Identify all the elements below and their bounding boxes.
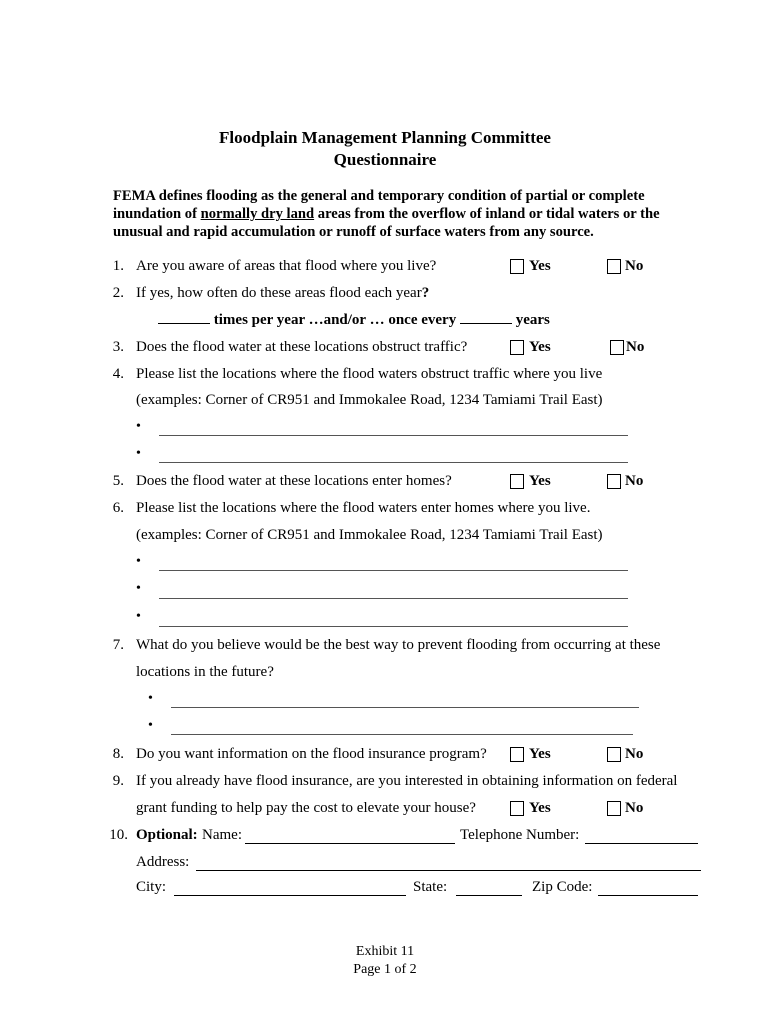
q6-answer-line-1[interactable] [159,570,628,571]
city-label: City: [136,879,167,895]
q6-bullet-3: • [136,609,141,624]
q1-no-checkbox[interactable] [607,259,621,274]
q5-number: 5. [112,473,124,489]
q8-text: Do you want information on the flood insurance program? [136,746,487,762]
q7-text: What do you believe would be the best way to prevent flooding from occurring at these [136,637,661,653]
q1-number: 1. [112,258,124,274]
q3-text: Does the flood water at these locations obstruct traffic? [136,339,468,355]
q4-example: (examples: Corner of CR951 and Immokalee Road, 1234 Tamiami Trail East) [136,392,603,408]
q3-yes-checkbox[interactable] [510,340,524,355]
q1-yes-label: Yes [529,258,551,274]
q5-yes-checkbox[interactable] [510,474,524,489]
q9-no-checkbox[interactable] [607,801,621,816]
q3-yes-label: Yes [529,339,551,355]
q1-yes-checkbox[interactable] [510,259,524,274]
q2-number: 2. [112,285,124,301]
q7-text-line2: locations in the future? [136,664,274,680]
q9-yes-checkbox[interactable] [510,801,524,816]
page-number: Page 1 of 2 [353,962,417,977]
q8-no-checkbox[interactable] [607,747,621,762]
q8-no-label: No [625,746,644,762]
q2-frequency-line: times per year …and/or … once every years [158,312,550,329]
q6-text: Please list the locations where the flood waters enter homes where you live. [136,500,591,516]
q7-bullet-1: • [148,691,153,706]
q4-number: 4. [112,366,124,382]
exhibit-label: Exhibit 11 [355,944,415,959]
q6-bullet-1: • [136,554,141,569]
q9-yes-label: Yes [529,800,551,816]
q5-yes-label: Yes [529,473,551,489]
q3-no-checkbox[interactable] [610,340,624,355]
q8-yes-checkbox[interactable] [510,747,524,762]
q6-answer-line-3[interactable] [159,626,628,627]
q8-yes-label: Yes [529,746,551,762]
underlined-phrase: normally dry land [200,206,315,222]
q4-answer-line-2[interactable] [159,462,628,463]
address-label: Address: [136,854,190,870]
q6-example: (examples: Corner of CR951 and Immokalee Road, 1234 Tamiami Trail East) [136,527,603,543]
page-subtitle: Questionnaire [333,150,437,169]
q8-number: 8. [112,746,124,762]
zip-field[interactable] [598,895,698,896]
state-label: State: [413,879,448,895]
q4-answer-line-1[interactable] [159,435,628,436]
zip-label: Zip Code: [532,879,593,895]
q1-no-label: No [625,258,644,274]
q10-optional-label: Optional: [136,827,198,843]
once-every-field[interactable] [460,323,512,324]
page-title: Floodplain Management Planning Committee [219,128,551,147]
q6-bullet-2: • [136,581,141,596]
q9-text: If you already have flood insurance, are you interested in obtaining information on federal [136,773,678,789]
q5-no-checkbox[interactable] [607,474,621,489]
q10-number: 10. [109,827,128,843]
state-field[interactable] [456,895,522,896]
q2-text: If yes, how often do these areas flood each year? [136,285,430,301]
telephone-field[interactable] [585,843,698,844]
telephone-label: Telephone Number: [460,827,580,843]
times-per-year-field[interactable] [158,323,210,324]
q5-no-label: No [625,473,644,489]
q7-answer-line-2[interactable] [171,734,633,735]
q5-text: Does the flood water at these locations enter homes? [136,473,452,489]
q9-number: 9. [112,773,124,789]
q3-number: 3. [112,339,124,355]
q6-number: 6. [112,500,124,516]
q9-no-label: No [625,800,644,816]
name-field[interactable] [245,843,455,844]
q1-text: Are you aware of areas that flood where you live? [136,258,437,274]
q4-bullet-2: • [136,446,141,461]
q7-answer-line-1[interactable] [171,707,639,708]
q7-number: 7. [112,637,124,653]
q9-text-line2: grant funding to help pay the cost to elevate your house? [136,800,476,816]
address-field[interactable] [196,870,701,871]
q6-answer-line-2[interactable] [159,598,628,599]
q7-bullet-2: • [148,718,153,733]
q4-bullet-1: • [136,419,141,434]
city-field[interactable] [174,895,406,896]
q3-no-label: No [626,339,645,355]
name-label: Name: [202,827,242,843]
intro-paragraph: FEMA defines flooding as the general and temporary condition of partial or complete inundation of normally dry land areas from the overflow of inland or tidal waters or the unusual and rapid accumulation or runoff of surface waters from any source. [113,188,660,240]
q4-text: Please list the locations where the flood waters obstruct traffic where you live [136,366,603,382]
